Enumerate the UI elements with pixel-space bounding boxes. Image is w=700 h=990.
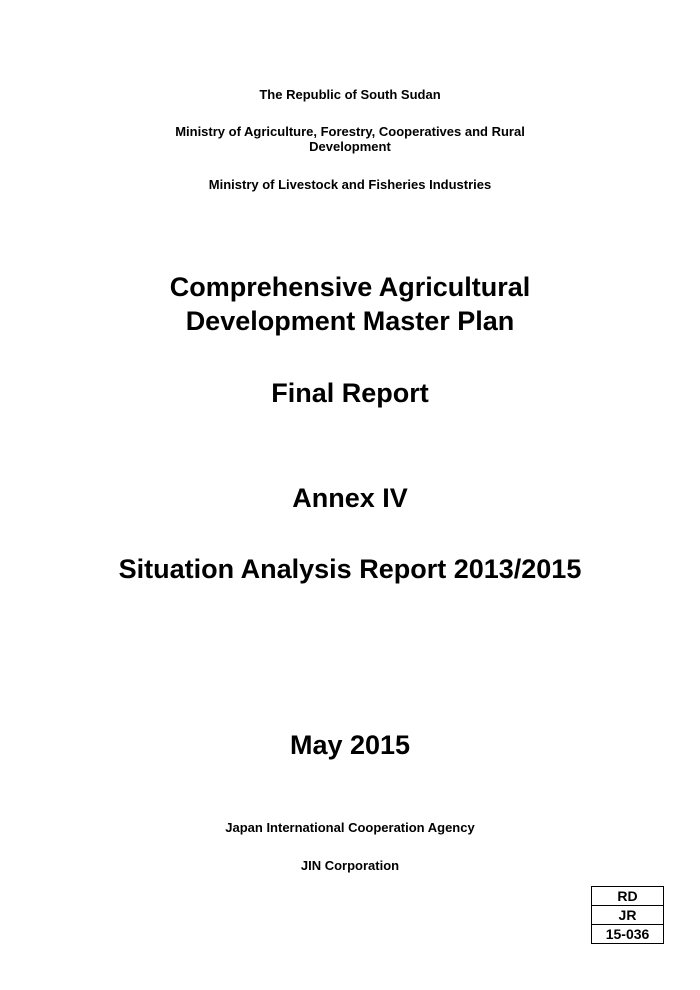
ministry-livestock: Ministry of Livestock and Fisheries Industries (208, 177, 492, 192)
ministry-agriculture-line1: Ministry of Agriculture, Forestry, Cooperatives and Rural (175, 124, 525, 139)
ministry-agriculture-line2: Development (309, 139, 391, 154)
code-box-cell: 15-036 (592, 925, 664, 944)
corporation-name: JIN Corporation (300, 858, 400, 873)
agency-name: Japan International Cooperation Agency (225, 820, 475, 835)
code-box-cell: JR (592, 906, 664, 925)
republic-name: The Republic of South Sudan (259, 87, 441, 102)
annex-report-title: Situation Analysis Report 2013/2015 (118, 554, 582, 584)
report-date: May 2015 (289, 730, 411, 760)
annex-label: Annex IV (292, 483, 408, 513)
document-subtitle: Final Report (271, 378, 429, 408)
document-title-line1: Comprehensive Agricultural (169, 272, 531, 302)
document-title (0, 270, 700, 338)
document-title-line2: Development Master Plan (185, 306, 515, 336)
document-code-box (591, 886, 664, 944)
ministry-agriculture (100, 124, 600, 154)
code-box-cell: RD (592, 887, 664, 906)
